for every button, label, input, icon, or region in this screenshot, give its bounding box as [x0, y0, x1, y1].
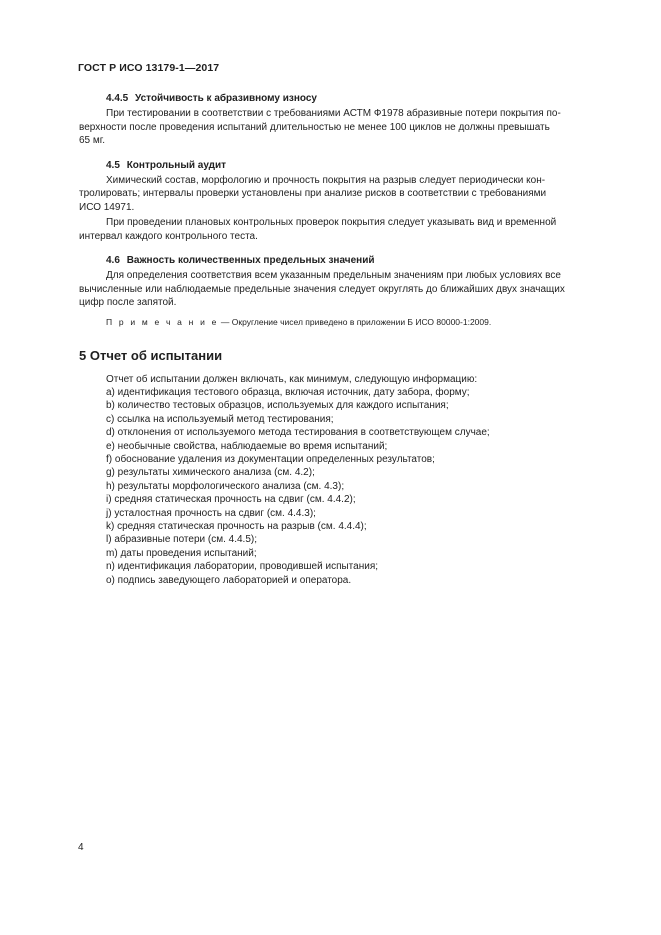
section-4-5	[79, 159, 615, 243]
paragraph-line: вычисленные или наблюдаемые предельные значения следует округлять до ближайших двух значащих	[79, 283, 565, 295]
section-heading	[106, 254, 615, 267]
paragraph-line: тролировать; интервалы проверки установлены при анализе рисков в соответствии с требованиями	[79, 188, 547, 200]
list-item: n) идентификация лаборатории, проводившей испытания;	[106, 561, 379, 573]
list-item: a) идентификация тестового образца, включая источник, дату забора, форму;	[106, 386, 470, 398]
paragraph-line: При проведении плановых контрольных проверок покрытия следует указывать вид и временной	[106, 217, 557, 229]
section-4-6	[79, 254, 615, 329]
paragraph-line: цифр после запятой.	[79, 297, 177, 309]
list-item: d) отклонения от используемого метода тестирования в соответствующем случае;	[106, 427, 490, 439]
document-header: ГОСТ Р ИСО 13179-1—2017	[78, 62, 220, 74]
section-number: 4.5	[106, 159, 120, 171]
note	[106, 316, 615, 329]
list-item: h) результаты морфологического анализа (см. 4.3);	[106, 480, 345, 492]
report-requirements-list	[106, 373, 615, 588]
list-item: b) количество тестовых образцов, используемых для каждого испытания;	[106, 400, 449, 412]
paragraph-line: При тестировании в соответствии с требованиями АСТМ Ф1978 абразивные потери покрытия по-	[106, 108, 561, 120]
list-item: o) подпись заведующего лабораторией и оператора.	[106, 574, 352, 586]
section-number: 4.4.5	[106, 93, 129, 104]
section-heading	[106, 92, 615, 105]
list-item: k) средняя статическая прочность на разрыв (см. 4.4.4);	[106, 520, 367, 532]
page-number: 4	[78, 842, 84, 853]
document-body	[79, 92, 615, 587]
note-label: П р и м е ч а н и е	[106, 316, 219, 327]
list-item: c) ссылка на используемый метод тестирования;	[106, 413, 334, 425]
list-item: g) результаты химического анализа (см. 4.2);	[106, 467, 315, 479]
paragraph-line: 65 мг.	[79, 135, 105, 147]
list-item: f) обоснование удаления из документации определенных результатов;	[106, 453, 435, 465]
paragraph-line: Химический состав, морфологию и прочность покрытия на разрыв следует периодически кон-	[106, 175, 546, 187]
note-text: — Округление чисел приведено в приложении Б ИСО 80000-1:2009.	[218, 316, 492, 327]
list-item: l) абразивные потери (см. 4.4.5);	[106, 534, 257, 546]
list-intro: Отчет об испытании должен включать, как минимум, следующую информацию:	[106, 373, 478, 385]
section-4-4-5	[79, 92, 615, 148]
section-title: Важность количественных предельных значений	[126, 255, 375, 267]
section-number: 4.6	[106, 255, 120, 267]
paragraph-line: верхности после проведения испытаний длительностью не менее 100 циклов не должны превышать	[79, 121, 550, 133]
paragraph-line: Для определения соответствия всем указанным предельным значениям при любых условиях все	[106, 270, 561, 282]
list-item: m) даты проведения испытаний;	[106, 547, 257, 559]
list-item: i) средняя статическая прочность на сдвиг (см. 4.4.2);	[106, 494, 356, 506]
section-heading	[106, 159, 615, 172]
list-item: j) усталостная прочность на сдвиг (см. 4.4.3);	[106, 507, 316, 519]
list-item: e) необычные свойства, наблюдаемые во время испытаний;	[106, 440, 388, 452]
paragraph-line: ИСО 14971.	[79, 201, 135, 213]
section-title: Устойчивость к абразивному износу	[135, 93, 317, 104]
section-title: Контрольный аудит	[126, 159, 227, 171]
paragraph-line: интервал каждого контрольного теста.	[79, 230, 258, 242]
section-5-heading: 5 Отчет об испытании	[79, 348, 223, 364]
